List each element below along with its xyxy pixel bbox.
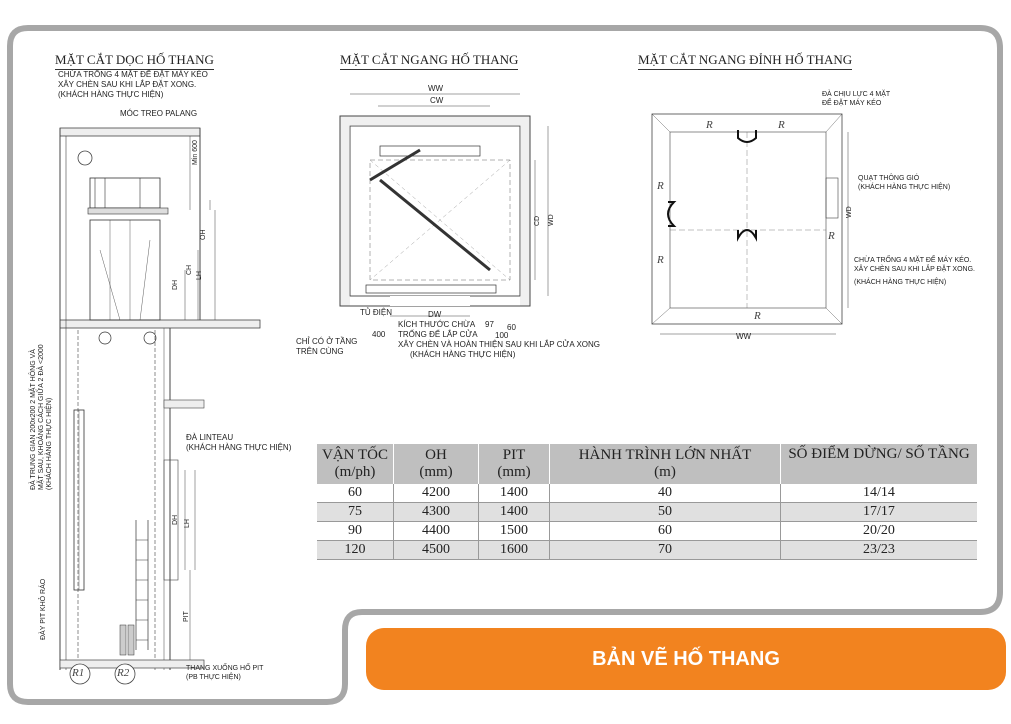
header-speed: VẬN TỐC (m/ph) [317,444,394,484]
cell-pit: 1500 [479,522,550,541]
title-horizontal-section: MẶT CẮT NGANG HỐ THANG [340,52,518,70]
note-door: KÍCH THƯỚC CHỪA TRỐNG ĐỂ LẮP CỬA XÂY CHÈN VÀ HOÀN THIỆN SAU KHI LẮP CỬA XONG (KHÁCH HÀNG THỰC HIỆN) [398,320,600,359]
label-r-left-2: R [657,254,664,266]
spec-table [317,444,977,560]
table-row [317,484,977,503]
dim-ww: WW [428,84,444,93]
cell-stops: 23/23 [781,541,978,560]
spec-table-header [317,444,977,484]
table-row [317,503,977,522]
cell-stops: 14/14 [781,484,978,503]
note-top-floor: CHỈ CÓ Ở TẦNG TRÊN CÙNG [296,337,358,356]
note-side-beam: ĐÀ TRUNG GIAN 200x200 2 MẶT HÔNG VÀ MẶT SAU, KHOẢNG CÁCH GIỮA 2 ĐÀ <2000 (KHÁCH HÀNG THỰC HIỆN) [30,344,53,490]
dim-400: 400 [372,330,386,339]
cell-oh: 4400 [394,522,479,541]
dim-100: 100 [495,331,509,340]
dim-ww-top: WW [736,332,752,341]
dim-wd-top: WD [846,206,853,218]
note-pit-ladder: THANG XUỐNG HỐ PIT (PB THỰC HIỆN) [186,665,264,681]
cell-travel: 60 [550,522,781,541]
cell-travel: 50 [550,503,781,522]
dim-97: 97 [485,320,494,329]
cell-pit: 1600 [479,541,550,560]
note-cabinet: TỦ ĐIỆN [360,308,392,317]
table-row [317,541,977,560]
dim-ch: CH [186,264,193,275]
dim-cw: CW [430,96,444,105]
note-lintel: ĐÀ LINTEAU (KHÁCH HÀNG THỰC HIỆN) [186,433,292,452]
cell-speed: 60 [317,484,394,503]
cell-travel: 40 [550,484,781,503]
cell-stops: 17/17 [781,503,978,522]
dim-pit: PIT [183,611,190,622]
vertical-section-drawing [40,70,310,700]
dim-wd: WD [548,214,555,226]
cell-speed: 120 [317,541,394,560]
label-r-bottom: R [754,310,761,322]
dim-cd: CD [534,215,541,226]
banner-title: BẢN VẼ HỐ THANG [592,647,780,670]
dim-min600: Min 600 [192,140,199,165]
header-travel: HÀNH TRÌNH LỚN NHẤT (m) [550,444,781,484]
title-vertical-section: MẶT CẮT DỌC HỐ THANG [55,52,214,70]
table-row [317,522,977,541]
header-stops: SỐ ĐIỂM DỪNG/ SỐ TẦNG [781,444,978,484]
label-r-top-1: R [706,119,713,131]
header-pit: PIT (mm) [479,444,550,484]
cell-speed: 90 [317,522,394,541]
label-r-left-1: R [657,180,664,192]
label-r2: R2 [117,667,130,679]
title-banner [366,628,1006,690]
dim-oh: OH [200,229,207,240]
cell-travel: 70 [550,541,781,560]
top-section-drawing [650,110,850,340]
label-r1: R1 [72,667,85,679]
note-machine-room: CHỪA TRỐNG 4 MẶT ĐỂ ĐẶT MÁY KÉO XÂY CHÈN SAU KHI LẮP ĐẶT XONG. (KHÁCH HÀNG THỰC HIỆN) [58,70,208,99]
note-fan: QUẠT THÔNG GIÓ (KHÁCH HÀNG THỰC HIỆN) [858,175,951,191]
cell-pit: 1400 [479,503,550,522]
cell-pit: 1400 [479,484,550,503]
note-beam: ĐÀ CHỊU LỰC 4 MẶT ĐỂ ĐẶT MÁY KÉO [822,91,891,107]
dim-lh: LH [196,271,203,280]
horizontal-section-drawing [330,80,560,320]
cell-oh: 4200 [394,484,479,503]
note-opening: CHỪA TRỐNG 4 MẶT ĐỂ MÁY KÉO. XÂY CHÈN SAU KHI LẮP ĐẶT XONG. (KHÁCH HÀNG THỰC HIỆN) [854,257,975,286]
cell-oh: 4300 [394,503,479,522]
cell-oh: 4500 [394,541,479,560]
title-top-section: MẶT CẮT NGANG ĐỈNH HỐ THANG [638,52,852,70]
note-pit-beam: ĐÀY PIT KHỎ RÁO [40,578,47,640]
cell-speed: 75 [317,503,394,522]
dim-dw: DW [428,310,442,319]
dim-dh: DH [172,279,179,290]
note-hook: MÓC TREO PALANG [120,109,198,118]
cell-stops: 20/20 [781,522,978,541]
header-oh: OH (mm) [394,444,479,484]
label-r-right: R [828,230,835,242]
label-r-top-2: R [778,119,785,131]
dim-60: 60 [507,323,516,332]
dim-dh-2: DH [172,514,179,525]
dim-lh-2: LH [184,519,191,528]
